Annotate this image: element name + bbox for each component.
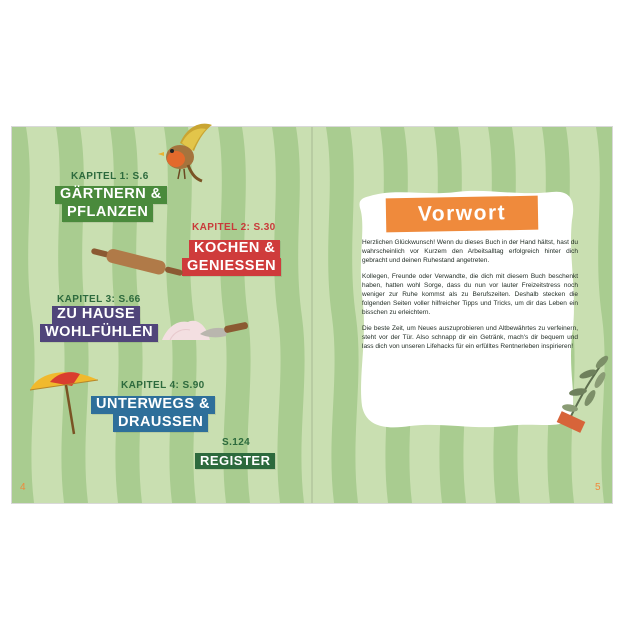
foreword-body bbox=[362, 238, 578, 358]
chapter-4-title-line-2[interactable]: DRAUSSEN bbox=[113, 414, 208, 432]
chapter-1-title-line-2[interactable]: PFLANZEN bbox=[62, 204, 153, 222]
umbrella-icon bbox=[28, 366, 100, 436]
foreword-paragraph-2: Kollegen, Freunde oder Verwandte, die dich mit diesem Buch beschenkt haben, hatten wohl Sorge, dass du nun vor lauter Freizeitstress noch weniger zur Ruhe kommst als zu Berufszeiten. Deshalb stecken die folgenden Seiten voller hilfreicher Tipps und Tricks, um dir das Leben ein bisschen zu erleichtern. bbox=[362, 273, 578, 316]
page-number-right: 5 bbox=[595, 482, 601, 493]
foreword-paragraph-1: Herzlichen Glückwunsch! Wenn du dieses Buch in der Hand hältst, hast du wahrscheinlich vor Kurzem den Arbeitsalltag erfolgreich hinter dich gebracht und deinen Ruhestand angetreten. bbox=[362, 239, 578, 264]
register-link[interactable]: REGISTER bbox=[195, 453, 275, 469]
chapter-2-page: KAPITEL 2: S.30 bbox=[192, 222, 276, 233]
chapter-3-page: KAPITEL 3: S.66 bbox=[57, 294, 141, 305]
page-number-left: 4 bbox=[20, 482, 26, 493]
foreword-title: Vorwort bbox=[386, 196, 539, 233]
chapter-1-title-line-1[interactable]: GÄRTNERN & bbox=[55, 186, 167, 204]
bird-icon bbox=[158, 121, 214, 187]
chapter-4-title-line-1[interactable]: UNTERWEGS & bbox=[91, 396, 215, 414]
flour-scoop-icon bbox=[160, 314, 250, 344]
rolling-pin-icon bbox=[90, 248, 184, 276]
book-gutter bbox=[311, 127, 313, 503]
chapter-1-page: KAPITEL 1: S.6 bbox=[71, 171, 149, 182]
chapter-2-title-line-1[interactable]: KOCHEN & bbox=[189, 240, 280, 258]
chapter-3-title-line-2[interactable]: WOHLFÜHLEN bbox=[40, 324, 158, 342]
chapter-3-title-line-1[interactable]: ZU HAUSE bbox=[52, 306, 140, 324]
register-page: S.124 bbox=[222, 437, 251, 448]
chapter-4-page: KAPITEL 4: S.90 bbox=[121, 380, 205, 391]
foreword-paragraph-3: Die beste Zeit, um Neues auszuprobieren und Altbewährtes zu verfeinern, steht vor der Tür. Also schnapp dir ein Getränk, mach's dir bequem und lass dich von unseren Lifehacks für ein erfülltes Rentnerleben inspirieren! bbox=[362, 325, 578, 350]
tape-icon bbox=[556, 410, 586, 436]
chapter-2-title-line-2[interactable]: GENIESSEN bbox=[182, 258, 281, 276]
